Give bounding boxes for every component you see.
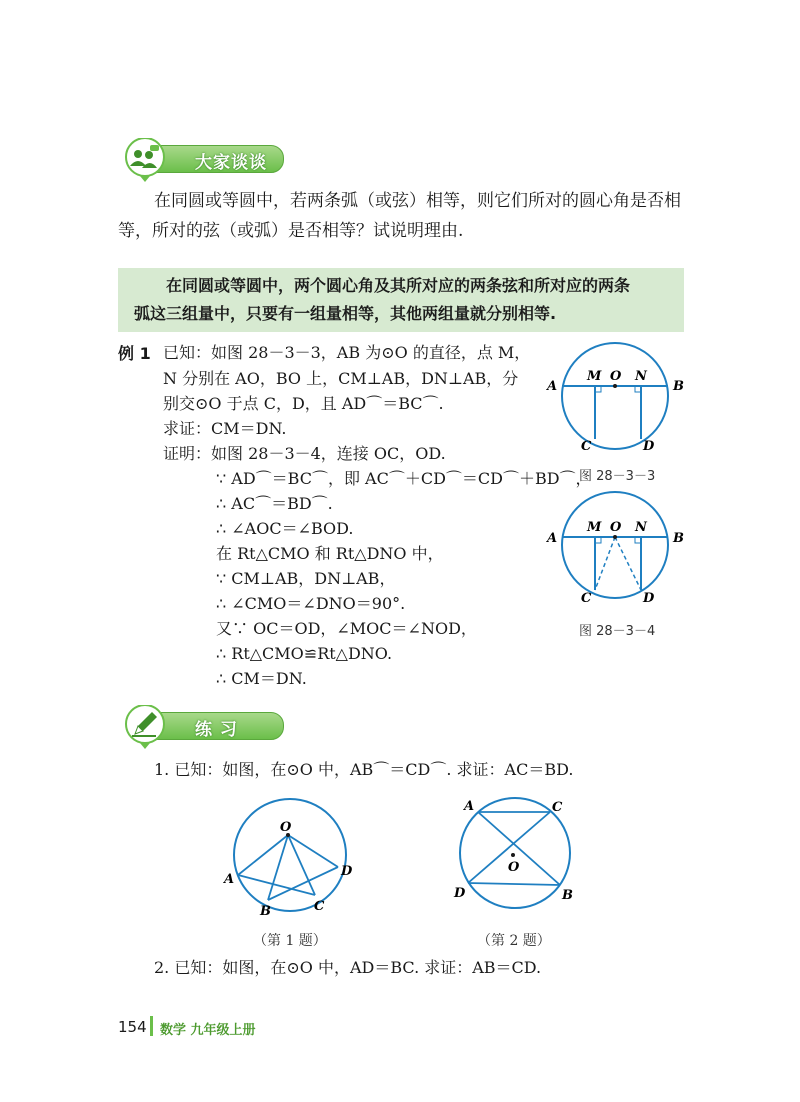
fig2-label-B: B [673, 531, 684, 546]
discuss-text-line2: 等，所对的弦（或弧）是否相等？试说明理由. [118, 221, 464, 241]
example-line: ∴ ∠CMO＝∠DNO＝90°. [216, 594, 406, 613]
key-conclusion-box [118, 268, 684, 332]
fig1-label-N: N [635, 369, 647, 384]
key-conclusion-line2: 弧这三组量中，只要有一组量相等，其他两组量就分别相等. [134, 304, 557, 323]
practice-question-1: 1. 已知：如图，在⊙O 中，AB⌒＝CD⌒. 求证：AC＝BD. [154, 760, 574, 779]
fig2-label-N: N [635, 520, 647, 535]
pencil-icon [118, 705, 176, 745]
practice-figure-1 [220, 795, 360, 920]
example-line: ∴ Rt△CMO≌Rt△DNO. [216, 644, 393, 663]
q2-label-O: O [508, 860, 520, 875]
example-line: ∵ CM⊥AB，DN⊥AB， [216, 569, 396, 588]
discuss-title: 大家谈谈 [195, 153, 267, 173]
example-line: ∴ AC⌒＝BD⌒. [216, 494, 333, 513]
example-label: 例 1 [118, 344, 151, 363]
practice-question-2: 2. 已知：如图，在⊙O 中，AD＝BC. 求证：AB＝CD. [154, 958, 542, 977]
example-line: ∴ ∠AOC＝∠BOD. [216, 519, 354, 538]
example-line: ∴ CM＝DN. [216, 669, 307, 688]
figure-28-3-4 [545, 490, 685, 620]
example-line: 别交⊙O 于点 C，D，且 AD⌒＝BC⌒. [163, 394, 444, 413]
q1-label-A: A [224, 872, 235, 887]
figure-28-3-3 [545, 336, 685, 466]
fig1-label-M: M [587, 369, 602, 384]
q2-label-A: A [464, 799, 475, 814]
example-line: N 分别在 AO，BO 上，CM⊥AB，DN⊥AB，分 [163, 369, 519, 388]
practice-banner [118, 705, 288, 745]
q1-label-O: O [280, 820, 292, 835]
figure-28-3-4-caption: 图 28－3－4 [579, 624, 656, 639]
book-title: 数学 九年级上册 [160, 1023, 256, 1038]
discussion-people-icon [118, 138, 176, 178]
example-line: 又∵ OC＝OD，∠MOC＝∠NOD， [216, 619, 477, 638]
example-line: ∵ AD⌒＝BC⌒，即 AC⌒＋CD⌒＝CD⌒＋BD⌒， [216, 469, 592, 488]
key-conclusion-line1: 在同圆或等圆中，两个圆心角及其所对应的两条弦和所对应的两条 [166, 276, 631, 295]
example-line: 在 Rt△CMO 和 Rt△DNO 中， [216, 544, 444, 563]
practice-caption-1: （第 1 题） [253, 933, 327, 949]
q2-label-C: C [552, 800, 563, 815]
footer-divider [150, 1016, 153, 1036]
fig2-label-C: C [581, 591, 592, 606]
q2-label-D: D [454, 886, 466, 901]
fig2-label-D: D [643, 591, 655, 606]
example-line: 证明：如图 28－3－4，连接 OC，OD. [163, 444, 446, 463]
fig2-label-O: O [610, 520, 622, 535]
figure-28-3-3-caption: 图 28－3－3 [579, 469, 656, 484]
q1-label-B: B [260, 904, 271, 919]
fig2-label-A: A [547, 531, 558, 546]
practice-caption-2: （第 2 题） [477, 933, 551, 949]
fig1-label-C: C [581, 439, 592, 454]
fig2-label-M: M [587, 520, 602, 535]
practice-figure-2 [450, 795, 580, 913]
q1-label-D: D [341, 864, 353, 879]
fig1-label-A: A [547, 379, 558, 394]
fig1-label-B: B [673, 379, 684, 394]
example-line: 已知：如图 28－3－3，AB 为⊙O 的直径，点 M， [163, 343, 531, 362]
fig1-label-D: D [643, 439, 655, 454]
discuss-banner [118, 138, 288, 178]
q1-label-C: C [314, 899, 325, 914]
practice-title: 练 习 [195, 720, 238, 740]
example-line: 求证：CM＝DN. [163, 419, 287, 438]
page-number: 154 [118, 1018, 147, 1036]
q2-label-B: B [562, 888, 573, 903]
fig1-label-O: O [610, 369, 622, 384]
discuss-text-line1: 在同圆或等圆中，若两条弧（或弦）相等，则它们所对的圆心角是否相 [154, 191, 681, 211]
